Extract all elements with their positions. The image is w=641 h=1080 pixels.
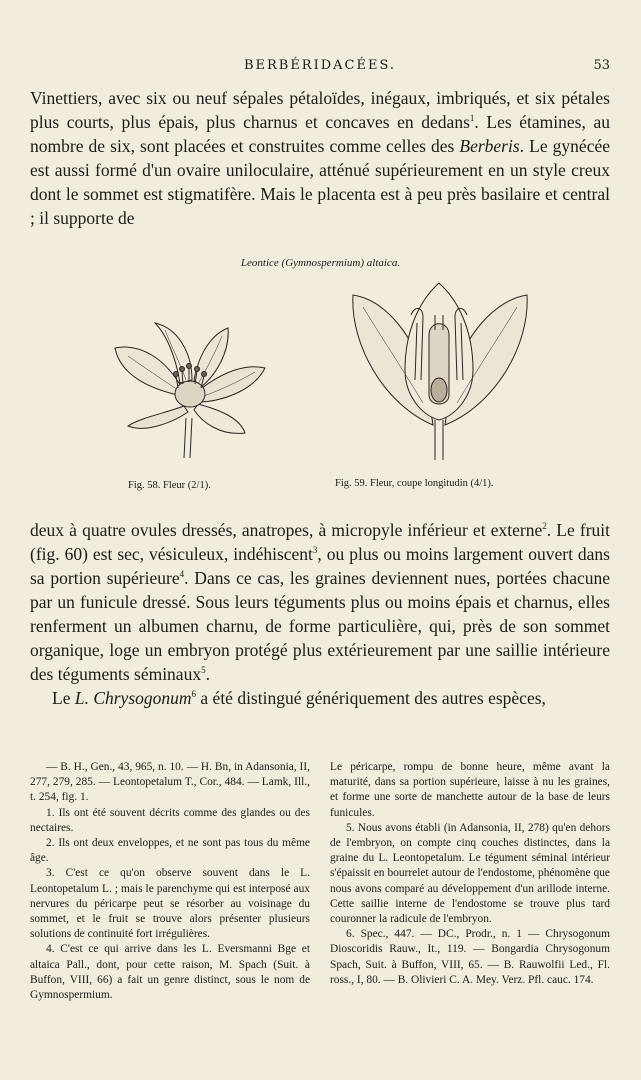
text-run: . Le gynécée est aussi formé d'un ovaire uniloculaire, atténué supérieurement en un style creux dont le sommet est stigmatifère. Mais le placenta est à peu près basilaire et central ; il supporte de <box>30 136 610 228</box>
flower-illustration <box>110 318 270 468</box>
footnote-4: 4. C'est ce qui arrive dans les L. Eversmanni Bge et altaica Pall., dont, pour cette raison, M. Spach (Suit. à Buffon, VIII, 66) a fait un genre distinct, sous le nom de Gymnospermium. <box>30 943 310 1002</box>
footnote-ref-6: 6 <box>191 689 197 700</box>
footnote-citation: — B. H., Gen., 43, 965, n. 10. — H. Bn, in Adansonia, II, 277, 279, 285. — Leontopetalum T., Cor., 484. — Lamk, Ill., t. 254, fig. 1. <box>30 761 310 804</box>
flower-section-illustration <box>345 275 535 465</box>
footnote-5: 5. Nous avons établi (in Adansonia, II, 278) qu'en dehors de l'embryon, on compte cinq couches distinctes, dans la graine du L. Leontopetalum. Le tégument séminal intérieur s'épaissit en bourrelet autour de l'endostome, phénomène que nous avons comparé au développement d'un arillode interne. Cette saillie interne de l'endostome se trouve plus tard couronner la radicule de l'embryon. <box>330 821 610 926</box>
footnote-2: 2. Ils ont deux enveloppes, et ne sont pas tous du même âge. <box>30 837 310 865</box>
footnotes-right-column <box>330 760 610 988</box>
footnote-ref-2: 2 <box>542 521 547 532</box>
text-run: . Les étamines, au nombre de six, sont placées et construites comme celles des <box>30 112 610 156</box>
footnote-ref-3: 3 <box>312 545 318 556</box>
text-run: . Le fruit (fig. 60) est sec, vésiculeux, indéhiscent <box>30 520 610 564</box>
footnotes-left-column <box>30 760 310 1003</box>
paragraph-middle <box>30 518 610 710</box>
page-number: 53 <box>593 58 610 73</box>
figure-title: Leontice (Gymnospermium) altaica. <box>240 257 401 269</box>
paragraph-1 <box>30 86 610 230</box>
page-header <box>30 58 610 78</box>
figure-58-caption: Fig. 58. Fleur (2/1). <box>128 480 211 491</box>
footnote-3: 3. C'est ce qu'on observe souvent dans le L. Leontopetalum L. ; mais le parenchyme qui est interposé aux nervures du péricarpe peut se résorber au voisinage du sommet, et le fruit se trouve alors présenter plusieurs solutions de continuité fort irrégulières. <box>30 867 310 941</box>
text-run: . Dans ce cas, les graines deviennent nues, portées chacune par un funicule dressé. Sous leurs téguments plus ou moins épais et charnus, elles renferment un albumen charnu, de forme particulière, qui, près de son sommet organique, loge un embryon protégé plus extérieurement par une saillie intérieure des téguments séminaux <box>30 568 611 684</box>
footnote-ref-5: 5 <box>201 665 206 676</box>
running-head: BERBÉRIDACÉES. <box>243 58 397 73</box>
genus-name: Berberis <box>459 136 520 156</box>
footnote-4-continued: Le péricarpe, rompu de bonne heure, même avant la maturité, dans sa portion supérieure, laisse à nu les graines, et forme une sorte de manchette autour de la base de leurs funicules. <box>330 761 610 819</box>
text-run: a été distingué génériquement des autres espèces, <box>196 688 546 708</box>
text-run: , ou plus ou moins largement ouvert dans sa portion supérieure <box>30 544 610 588</box>
species-name: L. Chrysogonum <box>74 688 192 708</box>
text-run: Le <box>52 688 75 708</box>
text-run: Vinettiers, avec six ou neuf sépales pétaloïdes, inégaux, imbriqués, et six pétales plus courts, plus épais, plus charnus et concaves en dedans <box>30 88 610 132</box>
figure-59-caption: Fig. 59. Fleur, coupe longitudin (4/1). <box>335 478 494 489</box>
text-run: . <box>205 664 210 684</box>
paragraph-top <box>30 86 610 230</box>
footnote-ref-1: 1 <box>469 113 475 124</box>
footnote-1: 1. Ils ont été souvent décrits comme des glandes ou des nectaires. <box>30 806 310 834</box>
footnote-6: 6. Spec., 447. — DC., Prodr., n. 1 — Chrysogonum Dioscoridis Rauw., It., 119. — Bongardia Chrysogonum Spach, Suit. à Buffon, VIII, 65. — B. Rauwolfii Led., Fl. ross., I, 80. — B. Olivieri C. A. Mey. Verz. Pfl. cauc. 174. <box>330 928 610 986</box>
text-run: deux à quatre ovules dressés, anatropes, à micropyle inférieur et externe <box>30 520 543 540</box>
paragraph-2 <box>30 518 610 686</box>
paragraph-3 <box>30 686 610 710</box>
footnote-ref-4: 4 <box>179 569 185 580</box>
